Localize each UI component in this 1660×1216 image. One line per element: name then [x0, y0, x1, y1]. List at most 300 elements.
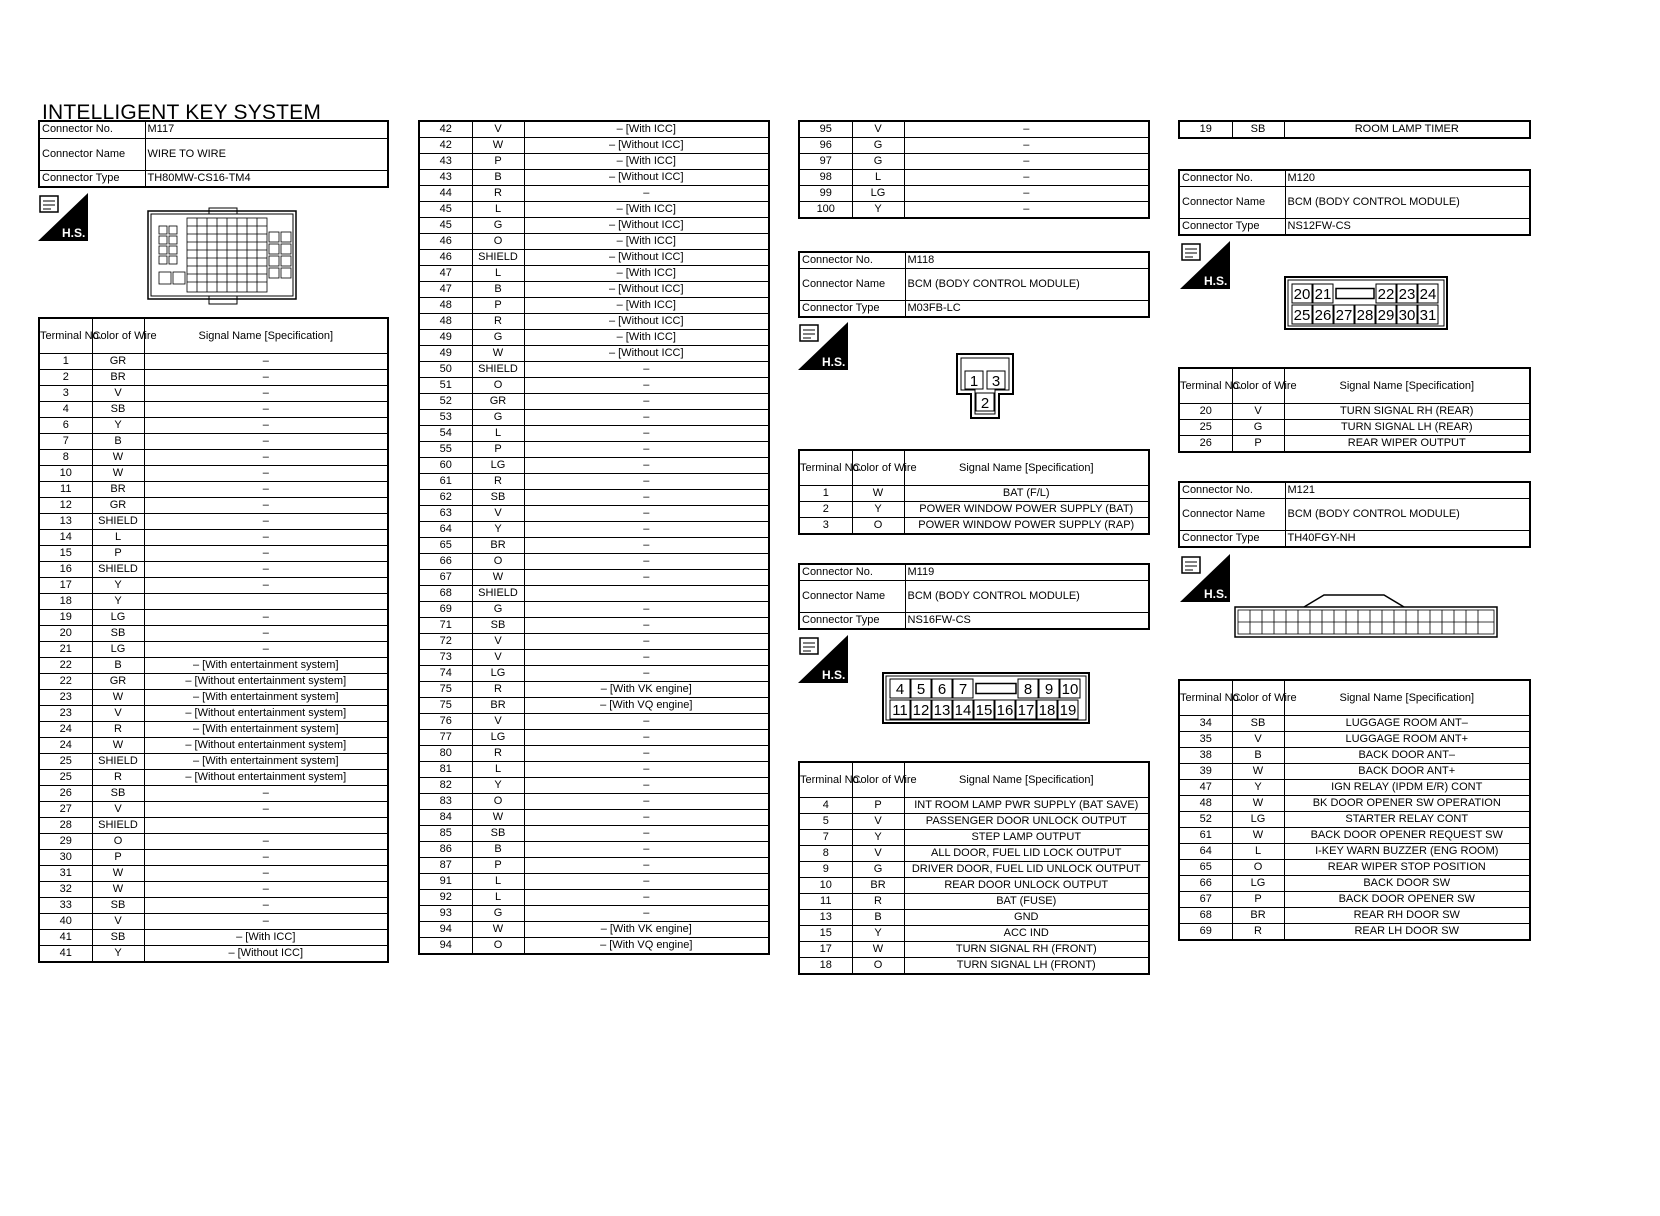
- terminal-no-cell: 19: [39, 610, 92, 626]
- wire-color-cell: SHIELD: [92, 818, 144, 834]
- terminal-no-cell: 74: [419, 666, 472, 682]
- terminal-no-cell: 64: [419, 522, 472, 538]
- terminal-table-m121: [1178, 679, 1531, 941]
- wire-color-cell: B: [472, 282, 524, 298]
- terminal-no-cell: 47: [419, 266, 472, 282]
- signal-name-cell: – [Without ICC]: [524, 138, 769, 154]
- table-row: [39, 626, 388, 642]
- signal-name-cell: –: [524, 618, 769, 634]
- table-row: [39, 658, 388, 674]
- table-row: [799, 846, 1149, 862]
- color-of-wire-header: Color of Wire: [1232, 368, 1284, 404]
- pin-label: 11: [892, 702, 908, 719]
- svg-text:H.S.: H.S.: [822, 668, 846, 682]
- wire-color-cell: W: [92, 866, 144, 882]
- signal-name-cell: – [With ICC]: [524, 298, 769, 314]
- wire-color-cell: L: [472, 874, 524, 890]
- signal-name-cell: – [Without entertainment system]: [144, 738, 388, 754]
- terminal-no-cell: 82: [419, 778, 472, 794]
- signal-name-cell: GND: [904, 910, 1149, 926]
- terminal-no-cell: 69: [419, 602, 472, 618]
- wire-color-cell: SB: [1232, 121, 1284, 138]
- signal-name-cell: –: [524, 538, 769, 554]
- wire-color-cell: V: [1232, 404, 1284, 420]
- signal-name-cell: ROOM LAMP TIMER: [1284, 121, 1530, 138]
- wire-color-cell: W: [92, 738, 144, 754]
- connector-m120: [1178, 169, 1531, 236]
- table-row: [419, 458, 769, 474]
- terminal-no-cell: 49: [419, 346, 472, 362]
- table-row: [419, 250, 769, 266]
- wire-color-cell: SB: [472, 618, 524, 634]
- signal-name-cell: – [Without ICC]: [524, 314, 769, 330]
- pin-label: 9: [1044, 681, 1054, 698]
- table-row: [1179, 844, 1530, 860]
- signal-name-cell: REAR WIPER STOP POSITION: [1284, 860, 1530, 876]
- terminal-no-cell: 54: [419, 426, 472, 442]
- connector-type-label: Connector Type: [39, 170, 145, 187]
- terminal-no-cell: 81: [419, 762, 472, 778]
- signal-name-cell: –: [524, 442, 769, 458]
- color-of-wire-header: Color of Wire: [92, 318, 144, 354]
- table-row: [1179, 876, 1530, 892]
- signal-name-cell: –: [144, 626, 388, 642]
- table-row: [39, 530, 388, 546]
- connector-type-label: Connector Type: [1179, 219, 1285, 236]
- wire-color-cell: LG: [472, 730, 524, 746]
- signal-name-cell: – [With ICC]: [524, 121, 769, 138]
- color-of-wire-header: Color of Wire: [852, 762, 904, 798]
- table-row: [39, 850, 388, 866]
- terminal-no-cell: 20: [39, 626, 92, 642]
- terminal-no-cell: 21: [39, 642, 92, 658]
- signal-name-cell: LUGGAGE ROOM ANT–: [1284, 716, 1530, 732]
- signal-name-cell: –: [524, 746, 769, 762]
- svg-text:H.S.: H.S.: [1204, 587, 1228, 601]
- connector-m117: [38, 120, 389, 188]
- signal-name-cell: –: [524, 906, 769, 922]
- signal-name-cell: –: [524, 858, 769, 874]
- table-row: [39, 786, 388, 802]
- wire-color-cell: L: [472, 266, 524, 282]
- pin-label: 18: [1038, 702, 1056, 719]
- terminal-no-cell: 75: [419, 698, 472, 714]
- terminal-no-cell: 50: [419, 362, 472, 378]
- wire-color-cell: B: [92, 658, 144, 674]
- terminal-no-cell: 4: [799, 798, 852, 814]
- wire-color-cell: W: [92, 690, 144, 706]
- terminal-no-cell: 49: [419, 330, 472, 346]
- wire-color-cell: L: [472, 890, 524, 906]
- terminal-no-cell: 95: [799, 121, 852, 138]
- connector-m121-face-diagram: [1234, 593, 1498, 644]
- terminal-no-cell: 61: [419, 474, 472, 490]
- wire-color-cell: L: [472, 202, 524, 218]
- connector-no-label: Connector No.: [39, 121, 145, 138]
- wire-color-cell: Y: [92, 946, 144, 963]
- signal-name-cell: –: [144, 866, 388, 882]
- connector-no-label: Connector No.: [799, 564, 905, 581]
- wire-color-cell: GR: [472, 394, 524, 410]
- table-row: [419, 938, 769, 955]
- connector-type-value: M03FB-LC: [905, 301, 1149, 318]
- terminal-no-cell: 1: [799, 486, 852, 502]
- terminal-no-cell: 97: [799, 154, 852, 170]
- table-row: [39, 722, 388, 738]
- connector-no-value: M118: [905, 252, 1149, 269]
- wire-color-cell: W: [472, 810, 524, 826]
- wire-color-cell: SB: [472, 490, 524, 506]
- terminal-no-cell: 45: [419, 218, 472, 234]
- table-row: [799, 958, 1149, 975]
- wire-color-cell: V: [852, 814, 904, 830]
- table-row: [1179, 420, 1530, 436]
- wire-color-cell: G: [472, 602, 524, 618]
- terminal-no-cell: 83: [419, 794, 472, 810]
- signal-name-cell: –: [524, 426, 769, 442]
- wire-color-cell: G: [1232, 420, 1284, 436]
- signal-name-cell: PASSENGER DOOR UNLOCK OUTPUT: [904, 814, 1149, 830]
- wire-color-cell: V: [92, 706, 144, 722]
- connector-type-label: Connector Type: [799, 301, 905, 318]
- wire-color-cell: V: [472, 650, 524, 666]
- wire-color-cell: W: [852, 486, 904, 502]
- wire-color-cell: BR: [852, 878, 904, 894]
- terminal-no-cell: 25: [39, 770, 92, 786]
- wire-color-cell: V: [852, 846, 904, 862]
- connector-m119-face-diagram: [882, 672, 1090, 731]
- terminal-no-cell: 2: [799, 502, 852, 518]
- pin-label: 4: [895, 681, 905, 698]
- terminal-no-cell: 94: [419, 938, 472, 955]
- table-row: [1179, 812, 1530, 828]
- signal-name-cell: DRIVER DOOR, FUEL LID UNLOCK OUTPUT: [904, 862, 1149, 878]
- wire-color-cell: O: [852, 518, 904, 535]
- terminal-no-cell: 19: [1179, 121, 1232, 138]
- signal-name-cell: REAR WIPER OUTPUT: [1284, 436, 1530, 453]
- terminal-table-m118: [798, 449, 1150, 535]
- wire-color-cell: O: [472, 378, 524, 394]
- connector-m119: [798, 563, 1150, 630]
- terminal-no-cell: 11: [799, 894, 852, 910]
- signal-name-cell: – [Without ICC]: [524, 282, 769, 298]
- table-row: [1179, 924, 1530, 941]
- pin-label: 24: [1419, 286, 1437, 303]
- table-row: [1179, 716, 1530, 732]
- signal-name-header: Signal Name [Specification]: [1284, 680, 1530, 716]
- table-row: [39, 434, 388, 450]
- terminal-no-cell: 7: [39, 434, 92, 450]
- signal-name-cell: – [Without ICC]: [524, 218, 769, 234]
- wire-color-cell: W: [92, 882, 144, 898]
- table-row: [39, 466, 388, 482]
- pin-label: 12: [912, 702, 930, 719]
- hs-icon: [38, 193, 88, 246]
- wire-color-cell: Y: [1232, 780, 1284, 796]
- wire-color-cell: BR: [1232, 908, 1284, 924]
- wire-color-cell: SB: [92, 930, 144, 946]
- connector-no-value: M120: [1285, 170, 1530, 187]
- wire-color-cell: GR: [92, 354, 144, 370]
- terminal-no-cell: 52: [1179, 812, 1232, 828]
- terminal-no-cell: 85: [419, 826, 472, 842]
- terminal-no-cell: 65: [419, 538, 472, 554]
- signal-name-cell: – [Without entertainment system]: [144, 706, 388, 722]
- table-row: [419, 666, 769, 682]
- table-row: [419, 794, 769, 810]
- wire-color-cell: V: [472, 506, 524, 522]
- wire-color-cell: G: [852, 138, 904, 154]
- svg-text:H.S.: H.S.: [62, 226, 86, 240]
- terminal-no-cell: 60: [419, 458, 472, 474]
- signal-name-cell: – [With VQ engine]: [524, 698, 769, 714]
- table-row: [419, 922, 769, 938]
- table-row: [39, 578, 388, 594]
- signal-name-cell: BACK DOOR ANT+: [1284, 764, 1530, 780]
- terminal-no-cell: 10: [39, 466, 92, 482]
- connector-info-m117: [38, 120, 389, 188]
- wire-color-cell: P: [472, 154, 524, 170]
- wire-color-cell: SHIELD: [92, 514, 144, 530]
- signal-name-cell: – [Without ICC]: [524, 170, 769, 186]
- signal-name-cell: BK DOOR OPENER SW OPERATION: [1284, 796, 1530, 812]
- connector-name-value: WIRE TO WIRE: [145, 138, 388, 170]
- table-row: [419, 890, 769, 906]
- terminal-no-cell: 26: [39, 786, 92, 802]
- pin-label: 1: [969, 373, 979, 390]
- table-row: [419, 762, 769, 778]
- signal-name-cell: REAR DOOR UNLOCK OUTPUT: [904, 878, 1149, 894]
- terminal-no-cell: 51: [419, 378, 472, 394]
- terminal-no-cell: 28: [39, 818, 92, 834]
- table-row: [1179, 892, 1530, 908]
- table-row: [39, 514, 388, 530]
- pin-label: 20: [1293, 286, 1311, 303]
- table-row: [39, 562, 388, 578]
- terminal-no-cell: 96: [799, 138, 852, 154]
- terminal-no-cell: 25: [39, 754, 92, 770]
- connector-m121: [1178, 481, 1531, 548]
- wire-color-cell: L: [1232, 844, 1284, 860]
- terminal-no-cell: 98: [799, 170, 852, 186]
- wire-color-cell: Y: [472, 778, 524, 794]
- table-row: [799, 518, 1149, 535]
- table-row: [419, 170, 769, 186]
- terminal-no-cell: 47: [1179, 780, 1232, 796]
- table-row: [1179, 764, 1530, 780]
- table-row: [799, 486, 1149, 502]
- wire-color-cell: Y: [472, 522, 524, 538]
- connector-name-label: Connector Name: [799, 269, 905, 301]
- terminal-table-m120: [1178, 367, 1531, 453]
- wire-color-cell: SHIELD: [92, 754, 144, 770]
- connector-no-label: Connector No.: [1179, 482, 1285, 499]
- table-row: [39, 450, 388, 466]
- terminal-no-cell: 66: [419, 554, 472, 570]
- wire-color-cell: Y: [852, 830, 904, 846]
- signal-name-cell: –: [904, 121, 1149, 138]
- wire-color-cell: V: [852, 121, 904, 138]
- table-row: [39, 610, 388, 626]
- table-row: [799, 878, 1149, 894]
- connector-m117-face-diagram: [147, 208, 297, 309]
- signal-name-cell: LUGGAGE ROOM ANT+: [1284, 732, 1530, 748]
- table-row: [419, 810, 769, 826]
- terminal-no-cell: 42: [419, 138, 472, 154]
- terminal-no-cell: 3: [799, 518, 852, 535]
- wire-color-cell: B: [1232, 748, 1284, 764]
- signal-name-cell: –: [144, 850, 388, 866]
- wire-color-cell: P: [92, 850, 144, 866]
- wire-color-cell: BR: [92, 370, 144, 386]
- table-row: [1179, 828, 1530, 844]
- table-row: [419, 634, 769, 650]
- terminal-no-cell: 13: [799, 910, 852, 926]
- signal-name-cell: –: [904, 138, 1149, 154]
- wire-color-cell: R: [472, 186, 524, 202]
- terminal-no-cell: 8: [39, 450, 92, 466]
- table-row: [419, 314, 769, 330]
- pin-label: 13: [933, 702, 951, 719]
- table-row: [799, 814, 1149, 830]
- wire-color-cell: V: [1232, 732, 1284, 748]
- hs-icon: [798, 635, 848, 688]
- signal-name-cell: –: [524, 506, 769, 522]
- wire-color-cell: SHIELD: [472, 362, 524, 378]
- wire-color-cell: Y: [92, 578, 144, 594]
- signal-name-cell: –: [144, 530, 388, 546]
- table-row: [39, 386, 388, 402]
- table-row: [799, 894, 1149, 910]
- signal-name-cell: STEP LAMP OUTPUT: [904, 830, 1149, 846]
- signal-name-cell: –: [144, 882, 388, 898]
- terminal-no-cell: 18: [39, 594, 92, 610]
- connector-name-value: BCM (BODY CONTROL MODULE): [1285, 499, 1530, 531]
- terminal-no-cell: 45: [419, 202, 472, 218]
- wire-color-cell: SHIELD: [472, 250, 524, 266]
- wire-color-cell: V: [92, 386, 144, 402]
- terminal-table-m117-continued: [418, 120, 770, 955]
- wire-color-cell: BR: [472, 538, 524, 554]
- signal-name-cell: – [With ICC]: [144, 930, 388, 946]
- table-row: [419, 858, 769, 874]
- terminal-no-cell: 47: [419, 282, 472, 298]
- signal-name-cell: – [With entertainment system]: [144, 754, 388, 770]
- terminal-table-m119-continued: [1178, 120, 1531, 139]
- signal-name-cell: IGN RELAY (IPDM E/R) CONT: [1284, 780, 1530, 796]
- table-row: [39, 946, 388, 963]
- wire-color-cell: LG: [852, 186, 904, 202]
- table-row: [39, 802, 388, 818]
- wire-color-cell: P: [472, 858, 524, 874]
- wire-color-cell: W: [472, 922, 524, 938]
- signal-name-cell: BACK DOOR SW: [1284, 876, 1530, 892]
- table-row: [39, 370, 388, 386]
- wire-color-cell: LG: [1232, 812, 1284, 828]
- wire-color-cell: SHIELD: [92, 562, 144, 578]
- terminal-no-cell: 71: [419, 618, 472, 634]
- terminal-no-cell: 69: [1179, 924, 1232, 941]
- table-row: [419, 362, 769, 378]
- wire-color-cell: B: [472, 842, 524, 858]
- table-row: [419, 586, 769, 602]
- connector-no-label: Connector No.: [1179, 170, 1285, 187]
- terminal-no-cell: 67: [1179, 892, 1232, 908]
- signal-name-cell: –: [524, 890, 769, 906]
- signal-name-cell: – [Without entertainment system]: [144, 674, 388, 690]
- terminal-no-cell: 42: [419, 121, 472, 138]
- connector-type-value: NS12FW-CS: [1285, 219, 1530, 236]
- terminal-no-cell: 91: [419, 874, 472, 890]
- terminal-no-cell: 41: [39, 946, 92, 963]
- terminal-no-cell: 53: [419, 410, 472, 426]
- terminal-no-cell: 12: [39, 498, 92, 514]
- pin-label: 27: [1335, 307, 1353, 324]
- table-row: [799, 926, 1149, 942]
- wire-color-cell: R: [92, 770, 144, 786]
- wire-color-cell: L: [472, 762, 524, 778]
- terminal-no-cell: 64: [1179, 844, 1232, 860]
- terminal-no-cell: 94: [419, 922, 472, 938]
- terminal-no-cell: 80: [419, 746, 472, 762]
- terminal-no-cell: 26: [1179, 436, 1232, 453]
- wire-color-cell: W: [92, 466, 144, 482]
- connector-no-value: M117: [145, 121, 388, 138]
- terminal-no-cell: 24: [39, 722, 92, 738]
- terminal-no-cell: 43: [419, 170, 472, 186]
- terminal-no-cell: 31: [39, 866, 92, 882]
- pin-label: 2: [980, 395, 990, 412]
- wire-color-cell: O: [852, 958, 904, 975]
- connector-type-label: Connector Type: [799, 613, 905, 630]
- signal-name-cell: –: [144, 834, 388, 850]
- terminal-no-cell: 34: [1179, 716, 1232, 732]
- table-row: [39, 738, 388, 754]
- terminal-no-cell: 5: [799, 814, 852, 830]
- terminal-no-cell: 76: [419, 714, 472, 730]
- wire-color-cell: LG: [472, 666, 524, 682]
- terminal-no-cell: 87: [419, 858, 472, 874]
- terminal-no-cell: 24: [39, 738, 92, 754]
- table-row: [419, 442, 769, 458]
- table-row: [39, 770, 388, 786]
- signal-name-cell: INT ROOM LAMP PWR SUPPLY (BAT SAVE): [904, 798, 1149, 814]
- terminal-no-cell: 17: [39, 578, 92, 594]
- terminal-no-cell: 2: [39, 370, 92, 386]
- wire-color-cell: LG: [472, 458, 524, 474]
- connector-name-value: BCM (BODY CONTROL MODULE): [905, 269, 1149, 301]
- connector-type-value: TH80MW-CS16-TM4: [145, 170, 388, 187]
- terminal-no-cell: 40: [39, 914, 92, 930]
- signal-name-cell: – [With ICC]: [524, 234, 769, 250]
- pin-label: 31: [1419, 307, 1437, 324]
- table-row: [39, 818, 388, 834]
- terminal-no-cell: 48: [419, 298, 472, 314]
- signal-name-cell: ACC IND: [904, 926, 1149, 942]
- terminal-no-cell: 18: [799, 958, 852, 975]
- wire-color-cell: G: [472, 410, 524, 426]
- signal-name-cell: TURN SIGNAL RH (REAR): [1284, 404, 1530, 420]
- terminal-no-cell: 16: [39, 562, 92, 578]
- svg-text:H.S.: H.S.: [1204, 274, 1228, 288]
- signal-name-cell: –: [524, 826, 769, 842]
- wire-color-cell: B: [472, 170, 524, 186]
- pin-label: 29: [1377, 307, 1395, 324]
- terminal-no-cell: 48: [1179, 796, 1232, 812]
- terminal-no-cell: 38: [1179, 748, 1232, 764]
- signal-name-cell: –: [144, 482, 388, 498]
- terminal-no-cell: 84: [419, 810, 472, 826]
